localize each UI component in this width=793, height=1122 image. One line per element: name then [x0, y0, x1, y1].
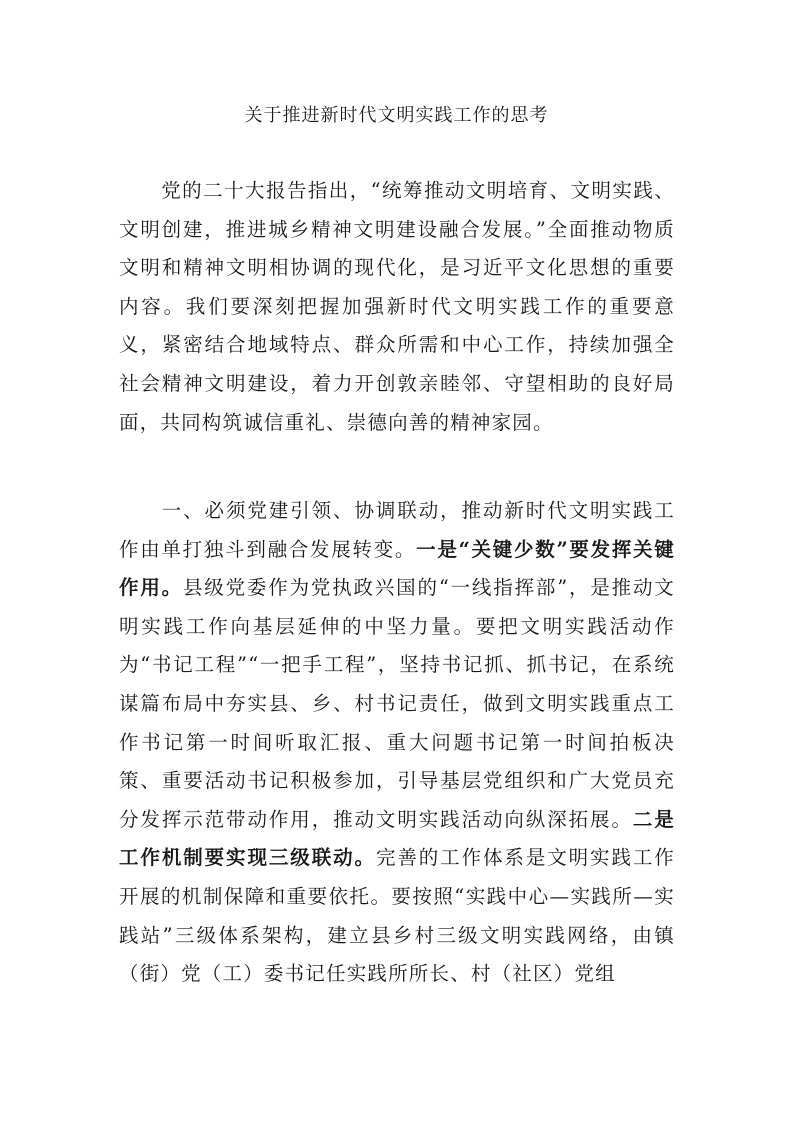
point-two-heading: 二是工作机制要实现三级联动。: [119, 807, 675, 870]
point-one-heading: 一是“关键少数”要发挥关键作用。: [119, 537, 675, 600]
section-one-intro: 一、必须党建引领、协调联动，推动新时代文明实践工作由单打独斗到融合发展转变。: [119, 499, 675, 561]
paragraph-section-one: [119, 492, 675, 994]
point-two-text: 完善的工作体系是文明实践工作开展的机制保障和重要依托。要按照“实践中心—实践所—实践站”三级体系架构，建立县乡村三级文明实践网络，由镇（街）党（工）委书记任实践所所长、村（社区）党组: [119, 846, 675, 986]
paragraph-intro-text: 党的二十大报告指出，“统筹推动文明培育、文明实践、文明创建，推进城乡精神文明建设融合发展。”全面推动物质文明和精神文明相协调的现代化，是习近平文化思想的重要内容。我们要深刻把握加强新时代文明实践工作的重要意义，紧密结合地域特点、群众所需和中心工作，持续加强全社会精神文明建设，着力开创敦亲睦邻、守望相助的良好局面，共同构筑诚信重礼、崇德向善的精神家园。: [119, 179, 675, 434]
document-title: 关于推进新时代文明实践工作的思考: [244, 105, 549, 126]
point-one-text: 县级党委作为党执政兴国的“一线指挥部”，是推动文明实践工作向基层延伸的中坚力量。要把文明实践活动作为“书记工程”“一把手工程”，坚持书记抓、抓书记，在系统谋篇布局中夯实县、乡、村书记责任，做到文明实践重点工作书记第一时间听取汇报、重大问题书记第一时间拍板决策、重要活动书记积极参加，引导基层党组织和广大党员充分发挥示范带动作用，推动文明实践活动向纵深拓展。: [119, 576, 675, 831]
paragraph-intro: [119, 172, 675, 442]
